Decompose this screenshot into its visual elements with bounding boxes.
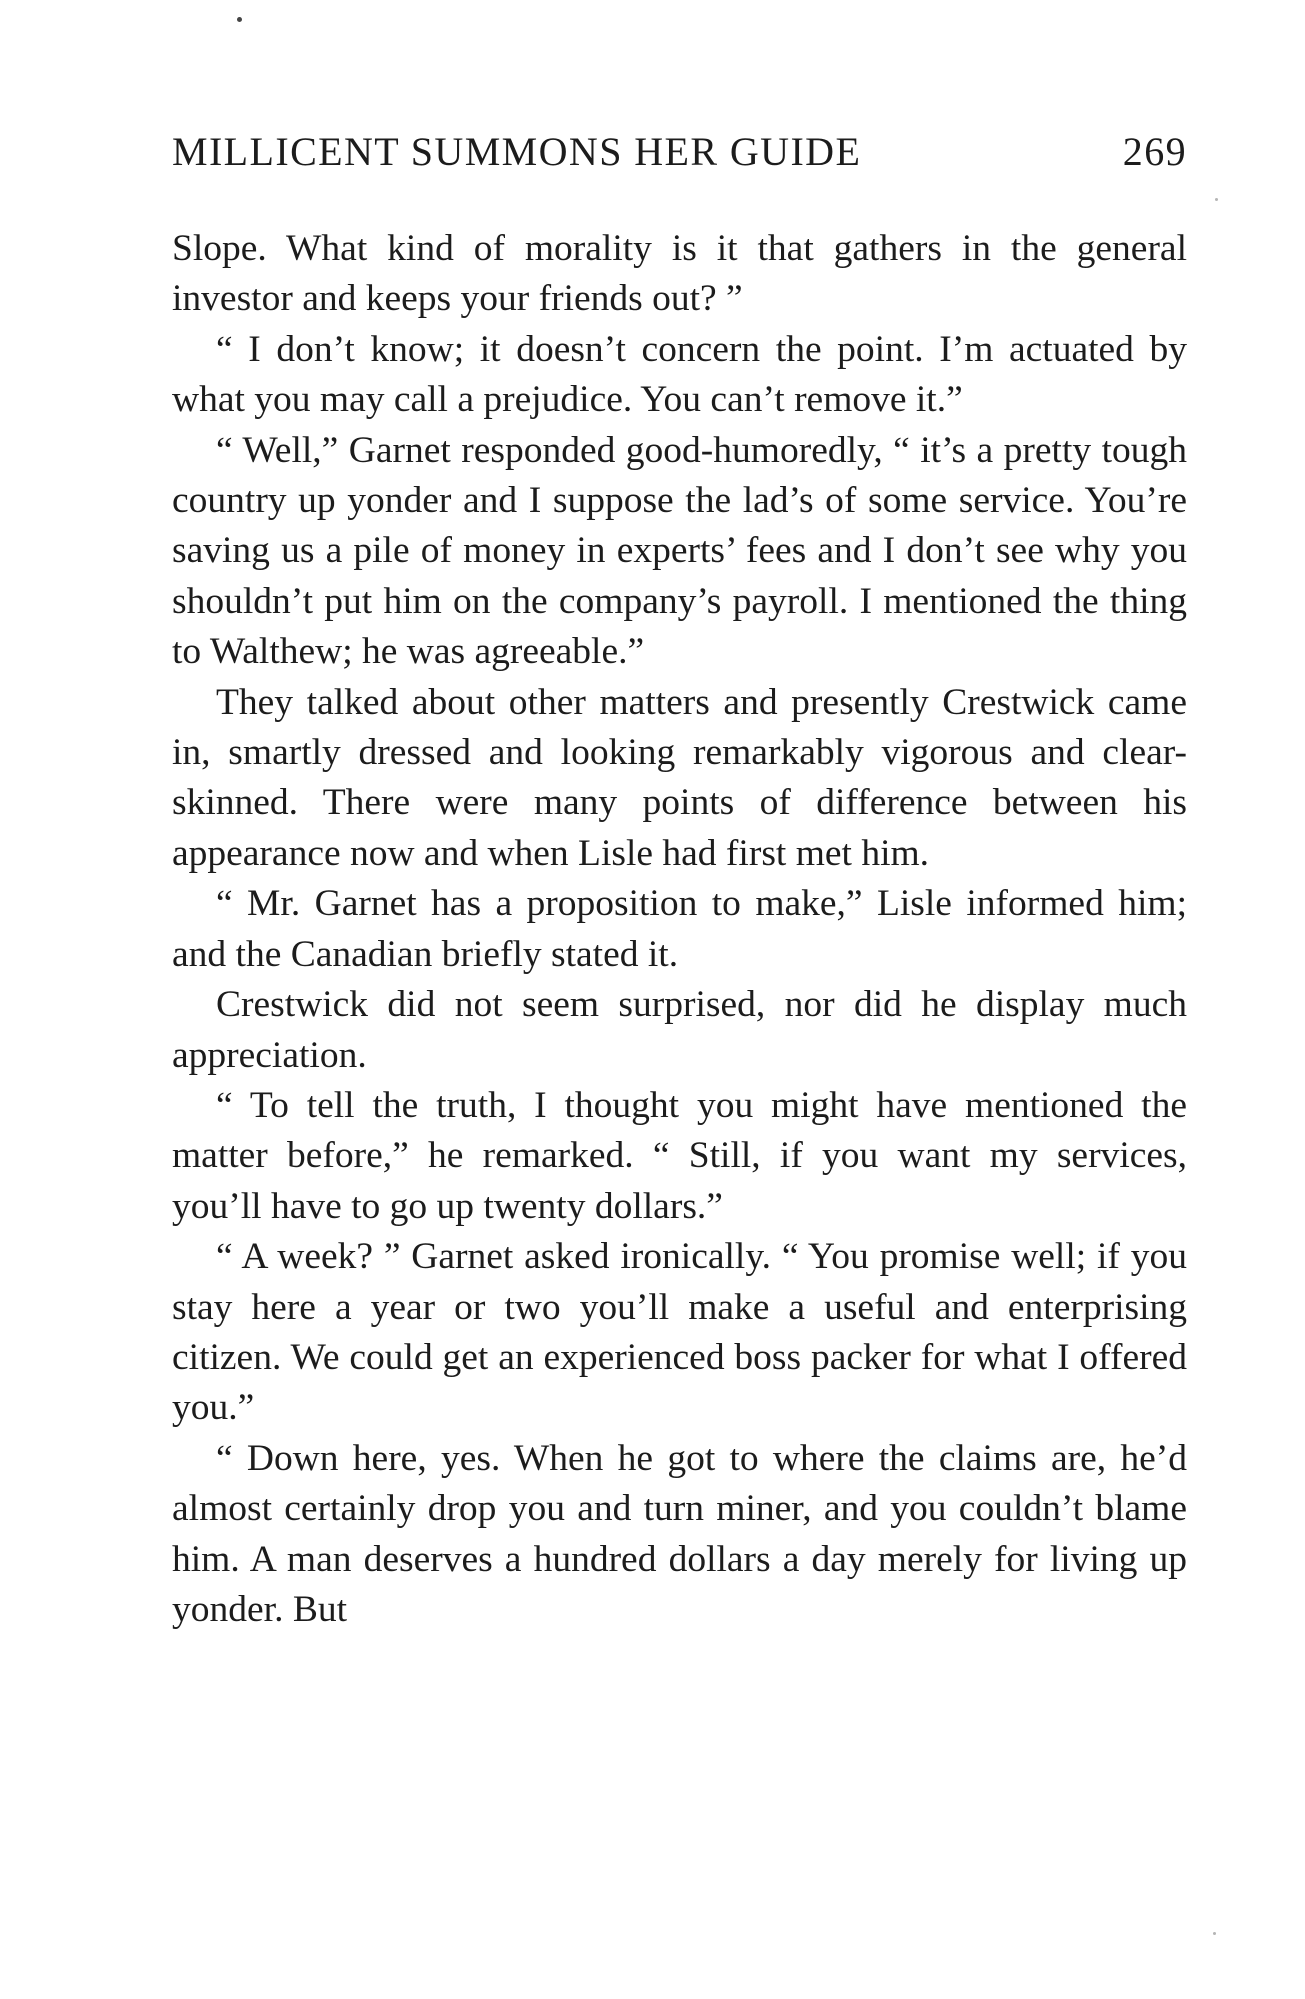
paragraph: “ To tell the truth, I thought you might have mentioned the matter before,” he remarked. “ Still, if you want my services, you’ll have to go up twenty dollars.”	[172, 1084, 1187, 1227]
ink-speck	[1213, 1932, 1216, 1935]
paragraph-continued: Slope. What kind of morality is it that gathers in the general investor and keeps your friends out? ”	[172, 228, 1187, 320]
paragraph: “ I don’t know; it doesn’t concern the point. I’m actuated by what you may call a prejudice. You can’t remove it.”	[172, 328, 1187, 421]
running-title: MILLICENT SUMMONS HER GUIDE	[172, 129, 862, 174]
ink-speck	[237, 17, 242, 22]
paragraph: Crestwick did not seem surprised, nor did he display much appreciation.	[172, 984, 1187, 1076]
page-header	[172, 128, 1187, 188]
paragraph: “ Mr. Garnet has a proposition to make,” Lisle informed him; and the Canadian briefly stated it.	[172, 883, 1187, 975]
paragraph: “ Well,” Garnet responded good-humoredly, “ it’s a pretty tough country up yonder and I suppose the lad’s of some service. You’re saving us a pile of money in experts’ fees and I don’t see why you shouldn’t put him on the company’s payroll. I mentioned the thing to Walthew; he was agreeable.”	[172, 429, 1187, 673]
paragraph: “ Down here, yes. When he got to where the claims are, he’d almost certainly drop you and turn miner, and you couldn’t blame him. A man deserves a hundred dollars a day merely for living up yonder. But	[172, 1437, 1187, 1630]
ink-speck	[1215, 198, 1218, 201]
paragraph: “ A week? ” Garnet asked ironically. “ You promise well; if you stay here a year or two you’ll make a useful and enterprising citizen. We could get an experienced boss packer for what I offered you.”	[172, 1236, 1187, 1429]
paragraph: They talked about other matters and presently Crestwick came in, smartly dressed and looking remarkably vigorous and clear-skinned. There were many points of difference between his appearance now and when Lisle had first met him.	[172, 681, 1187, 874]
body-text	[172, 224, 1187, 1635]
page-number: 269	[1122, 129, 1187, 174]
